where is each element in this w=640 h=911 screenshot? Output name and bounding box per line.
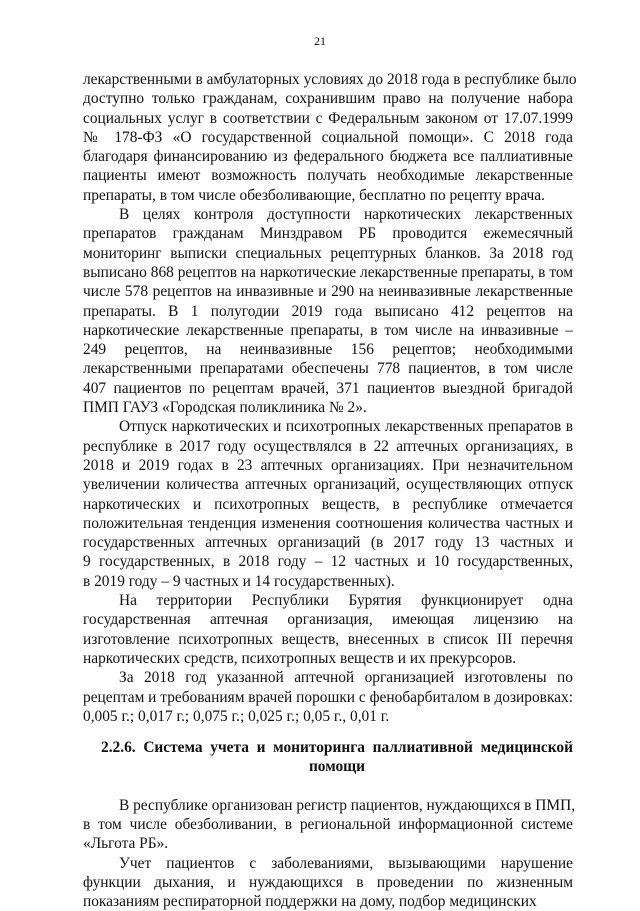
text-line: наркотических и психотропных веществ, в республике отмечается bbox=[83, 495, 573, 513]
paragraph bbox=[83, 591, 573, 668]
text-line: государственная аптечная организация, имеющая лицензию на bbox=[83, 611, 573, 629]
text-line: пациенты имеют возможность получать необходимые лекарственные bbox=[83, 167, 573, 185]
paragraphs-after-heading bbox=[83, 796, 576, 911]
text-line: государственных аптечных организаций (в 2017 году 13 частных и bbox=[83, 534, 573, 552]
text-line: Отпуск наркотических и психотропных лекарственных препаратов в bbox=[119, 418, 573, 436]
text-line: препараты. В 1 полугодии 2019 года выписано 412 рецептов на bbox=[83, 302, 573, 320]
paragraphs-before-heading bbox=[83, 70, 577, 726]
text-line: В целях контроля доступности наркотических лекарственных bbox=[119, 206, 573, 224]
text-line: положительная тенденция изменения соотношения количества частных и bbox=[83, 514, 573, 532]
text-line: в 2019 году – 9 частных и 14 государственных). bbox=[83, 572, 395, 590]
text-line: в том числе обезболивании, в региональной информационной системе bbox=[83, 815, 573, 833]
text-line: наркотических средств, психотропных веществ и их прекурсоров. bbox=[83, 649, 517, 667]
text-line: функции дыхания, и нуждающихся в проведении по жизненным bbox=[83, 873, 573, 891]
text-line: 2018 и 2019 годах в 23 аптечных организациях. При незначительном bbox=[83, 456, 573, 474]
text-line: числе 578 рецептов на инвазивные и 290 на неинвазивные лекарственные bbox=[83, 283, 573, 301]
text-line: наркотические лекарственные препараты, в том числе на инвазивные – bbox=[83, 321, 573, 339]
text-line: рецептам и требованиям врачей порошки с фенобарбиталом в дозировках: bbox=[83, 688, 573, 706]
text-line: республике в 2017 году осуществлялся в 22 аптечных организациях, в bbox=[83, 437, 573, 455]
paragraph bbox=[83, 796, 576, 854]
section-heading-line: 2.2.6. Система учета и мониторинга паллиативной медицинской bbox=[101, 739, 573, 757]
text-line: В республике организован регистр пациентов, нуждающихся в ПМП, bbox=[119, 796, 576, 814]
text-line: доступно только гражданам, сохранившим право на получение набора bbox=[83, 90, 573, 108]
text-line: 407 пациентов по рецептам врачей, 371 пациентов выездной бригадой bbox=[83, 379, 573, 397]
paragraph bbox=[83, 70, 577, 205]
text-line: социальных услуг в соответствии с Федеральным законом от 17.07.1999 bbox=[83, 109, 573, 127]
text-line: препараты, в том числе обезболивающие, бесплатно по рецепту врача. bbox=[83, 186, 545, 204]
paragraph bbox=[83, 205, 573, 417]
text-line: ПМП ГАУЗ «Городская поликлиника № 2». bbox=[83, 399, 367, 417]
text-line: Учет пациентов с заболеваниями, вызывающими нарушение bbox=[119, 854, 573, 872]
page-body bbox=[83, 70, 577, 911]
paragraph bbox=[83, 668, 573, 726]
text-line: 0,005 г.; 0,017 г.; 0,075 г.; 0,025 г.; 0,05 г., 0,01 г. bbox=[83, 707, 390, 725]
text-line: 9 государственных, в 2018 году – 12 частных и 10 государственных, bbox=[83, 553, 573, 571]
text-line: препаратов гражданам Минздравом РБ проводится ежемесячный bbox=[83, 225, 573, 243]
text-line: № 178-ФЗ «О государственной социальной помощи». С 2018 года bbox=[83, 128, 573, 146]
text-line: увеличении количества аптечных организаций, осуществляющих отпуск bbox=[83, 476, 573, 494]
text-line: лекарственными в амбулаторных условиях до 2018 года в республике было bbox=[83, 71, 577, 88]
text-line: За 2018 год указанной аптечной организацией изготовлены по bbox=[119, 669, 573, 687]
section-heading bbox=[83, 738, 573, 777]
text-line: изготовление психотропных веществ, внесенных в список III перечня bbox=[83, 630, 573, 648]
paragraph bbox=[83, 854, 573, 911]
text-line: На территории Республики Бурятия функционирует одна bbox=[119, 592, 573, 610]
section-heading-line: помощи bbox=[308, 758, 366, 776]
text-line: выписано 868 рецептов на наркотические лекарственные препараты, в том bbox=[83, 263, 573, 281]
text-line: лекарственными препаратами обеспечены 778 пациентов, в том числе bbox=[83, 360, 573, 378]
heading-spacer bbox=[83, 777, 573, 796]
text-line: показаниям респираторной поддержки на дому, подбор медицинских bbox=[83, 893, 537, 911]
text-line: благодаря финансированию из федерального бюджета все паллиативные bbox=[83, 148, 573, 166]
page-number: 21 bbox=[314, 34, 326, 48]
text-line: «Льгота РБ». bbox=[83, 835, 169, 853]
text-line: 249 рецептов, на неинвазивные 156 рецептов; необходимыми bbox=[83, 341, 573, 359]
paragraph bbox=[83, 417, 573, 591]
text-line: мониторинг выписки специальных рецептурных бланков. За 2018 год bbox=[83, 244, 573, 262]
